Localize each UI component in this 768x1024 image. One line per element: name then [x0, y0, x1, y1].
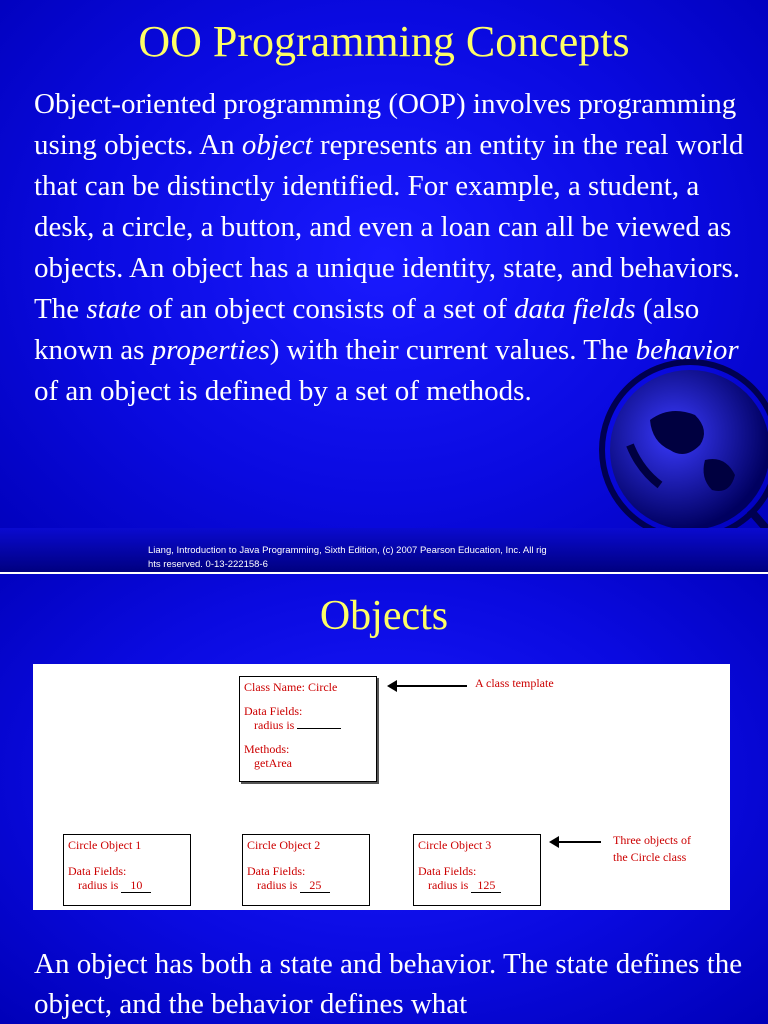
field-text: radius is	[257, 878, 298, 892]
field-line	[244, 718, 372, 732]
field-value: 125	[471, 878, 501, 893]
class-template-label: A class template	[475, 676, 554, 690]
field-line	[247, 878, 365, 893]
body-text-run: ) with their current values. The	[269, 334, 636, 366]
body-text-run: represents an entity in the real world that can be distinctly identified. For example, a student, a desk, a circle, a button, and even a loan can all be viewed as objects. An object has a unique identity, state, and behaviors. The	[34, 129, 744, 325]
field-line	[418, 878, 536, 893]
field-text: radius is	[254, 718, 295, 732]
italic-term: object	[241, 129, 313, 161]
field-value: 10	[121, 878, 151, 893]
body-paragraph	[34, 84, 754, 412]
annotation-line: the Circle class	[613, 850, 687, 864]
data-fields-label: Data Fields:	[244, 704, 303, 718]
slide-title: OO Programming Concepts	[138, 17, 630, 66]
field-blank	[297, 728, 341, 729]
object-box-1	[63, 834, 191, 906]
class-object-diagram	[33, 664, 730, 910]
field-line	[68, 878, 186, 893]
slide-title: Objects	[319, 593, 449, 639]
object-name: Circle Object 1	[68, 838, 142, 852]
body-text-run: (also known as	[34, 293, 700, 366]
data-fields-label: Data Fields:	[247, 864, 306, 878]
object-box-2	[242, 834, 370, 906]
bottom-paragraph: An object has both a state and behavior. The state defines the object, and the behavior defines what	[34, 948, 743, 1020]
body-text-run: Object-oriented programming (OOP) involves programming using objects. An	[34, 88, 737, 161]
arrow-left-icon	[551, 841, 601, 843]
italic-term: properties	[151, 334, 270, 366]
data-fields-label: Data Fields:	[418, 864, 477, 878]
copyright-footer	[148, 544, 598, 572]
body-text-run: of an object consists of a set of	[141, 293, 515, 325]
footer-line: hts reserved. 0-13-222158-6	[148, 559, 268, 570]
field-text: radius is	[78, 878, 119, 892]
class-name: Class Name: Circle	[244, 680, 338, 694]
data-fields-label: Data Fields:	[68, 864, 127, 878]
object-box-3	[413, 834, 541, 906]
body-text-run: of an object is defined by a set of methods.	[34, 375, 532, 407]
class-box	[239, 676, 377, 782]
object-name: Circle Object 3	[418, 838, 492, 852]
arrow-left-icon	[389, 685, 467, 687]
field-text: radius is	[428, 878, 469, 892]
footer-line: Liang, Introduction to Java Programming, Sixth Edition, (c) 2007 Pearson Education, Inc. All rig	[148, 545, 547, 556]
three-objects-label	[613, 832, 691, 866]
field-value: 25	[300, 878, 330, 893]
italic-term: behavior	[635, 334, 739, 366]
annotation-line: Three objects of	[613, 833, 691, 847]
italic-term: data fields	[514, 293, 636, 325]
slide-objects	[0, 574, 768, 1024]
method-name: getArea	[254, 756, 292, 770]
object-name: Circle Object 2	[247, 838, 321, 852]
methods-label: Methods:	[244, 742, 290, 756]
italic-term: state	[86, 293, 142, 325]
